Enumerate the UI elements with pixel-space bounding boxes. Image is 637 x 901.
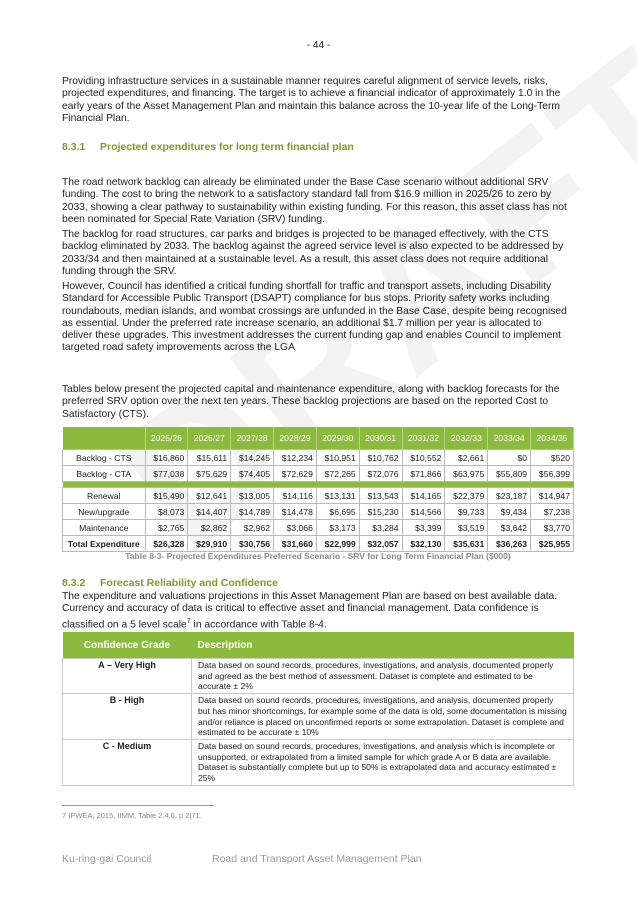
table-row — [63, 659, 574, 694]
table-cell: $7,238 — [531, 504, 574, 520]
table-cell: $0 — [488, 450, 531, 466]
table-cell: $14,165 — [402, 488, 445, 504]
table-row — [63, 739, 574, 785]
table-cell: $15,490 — [145, 488, 188, 504]
grade-description: Data based on sound records, procedures, investigations, and analysis, documented properly but has minor shortcomings, for example some of the data is old, some documentation is missing and/or reliance is placed on unconfirmed reports or some extrapolation. Dataset is complete and estimated to be accurate ± 10% — [192, 694, 574, 740]
table-cell: $63,975 — [445, 466, 488, 482]
table-row — [63, 488, 574, 504]
table-cell: $8,073 — [145, 504, 188, 520]
table-cell: $14,116 — [274, 488, 317, 504]
column-header-year: 2027/28 — [231, 427, 274, 450]
table-cell: $2,661 — [445, 450, 488, 466]
footnote-reference[interactable]: 7 — [186, 617, 191, 625]
row-label: Backlog - CTS — [63, 450, 146, 466]
footnote: 7 IPWEA, 2015, IIMM, Table 2.4.6, p 2|71. — [62, 811, 202, 820]
table-cell: $26,328 — [145, 536, 188, 552]
section-title: Projected expenditures for long term financial plan — [100, 141, 354, 153]
page-number: - 44 - — [306, 40, 331, 51]
column-header-year: 2031/32 — [402, 427, 445, 450]
table-cell: $55,809 — [488, 466, 531, 482]
table-cell: $30,756 — [231, 536, 274, 552]
table-cell: $72,629 — [274, 466, 317, 482]
paragraph-road-network: The road network backlog can already be eliminated under the Base Case scenario without additional SRV funding. The cost to bring the network to a satisfactory standard fall from $16.9 million in 2025/26 to zero by 2033, showing a clear pathway to sustainability within existing funding. For this reason, this asset class has not been nominated for Special Rate Variation (SRV) funding. — [62, 177, 567, 225]
table-row — [63, 466, 574, 482]
paragraph-road-structures: The backlog for road structures, car parks and bridges is projected to be managed effectively, with the CTS backlog eliminated by 2033. The backlog against the agreed service level is also expected to be addressed by 2033/34 and then maintained at a sustainable level. As a result, this asset class does not require additional funding through the SRV. — [62, 229, 564, 277]
table-row — [63, 536, 574, 552]
table-cell: $10,951 — [316, 450, 359, 466]
table-cell: $12,641 — [188, 488, 231, 504]
column-header-year: 2026/27 — [188, 427, 231, 450]
row-label: Renewal — [63, 488, 146, 504]
table-cell: $9,733 — [445, 504, 488, 520]
projected-expenditure-table — [62, 427, 574, 552]
column-header-description: Description — [192, 632, 574, 659]
table-cell: $29,910 — [188, 536, 231, 552]
table-cell: $2,765 — [145, 520, 188, 536]
table-cell: $14,245 — [231, 450, 274, 466]
column-header-year: 2030/31 — [359, 427, 402, 450]
table-row — [63, 520, 574, 536]
footer-council-name: Ku-ring-gai Council — [62, 853, 152, 865]
section-heading-8-3-2 — [62, 577, 278, 589]
table-cell: $16,860 — [145, 450, 188, 466]
table-cell: $75,629 — [188, 466, 231, 482]
table-cell: $15,611 — [188, 450, 231, 466]
table-cell: $3,284 — [359, 520, 402, 536]
table-cell: $77,038 — [145, 466, 188, 482]
column-header-blank — [63, 427, 146, 450]
column-header-grade: Confidence Grade — [63, 632, 192, 659]
table-cell: $23,187 — [488, 488, 531, 504]
confidence-grade: C - Medium — [63, 739, 192, 785]
table-cell: $22,379 — [445, 488, 488, 504]
confidence-grade-table — [62, 632, 574, 786]
table-caption: Table 8-3- Projected Expenditures Preferred Scenario - SRV for Long Term Financial Plan ($000) — [125, 551, 511, 561]
table-cell: $14,407 — [188, 504, 231, 520]
table-cell: $74,405 — [231, 466, 274, 482]
table-row — [63, 694, 574, 740]
footer-document-title: Road and Transport Asset Management Plan — [212, 853, 422, 865]
table-cell: $25,955 — [531, 536, 574, 552]
row-label: New/upgrade — [63, 504, 146, 520]
table-cell: $14,566 — [402, 504, 445, 520]
row-label: Maintenance — [63, 520, 146, 536]
column-header-year: 2028/29 — [274, 427, 317, 450]
paragraph-tables-intro: Tables below present the projected capital and maintenance expenditure, along with backlog forecasts for the preferred SRV option over the next ten years. These backlog projections are based on the reported Cost to Satisfactory (CTS). — [62, 384, 560, 420]
table-cell: $72,076 — [359, 466, 402, 482]
table-cell: $13,005 — [231, 488, 274, 504]
table-cell: $56,399 — [531, 466, 574, 482]
table-cell: $6,695 — [316, 504, 359, 520]
intro-paragraph: Providing infrastructure services in a sustainable manner requires careful alignment of service levels, risks, projected expenditures, and financing. The target is to achieve a financial indicator of approximately 1.0 in the early years of the Asset Management Plan and maintain this balance across the 10-year life of the Long-Term Financial Plan. — [62, 76, 561, 124]
table-cell: $9,434 — [488, 504, 531, 520]
table-header-row — [63, 632, 574, 659]
table-cell: $32,057 — [359, 536, 402, 552]
section-heading-8-3-1 — [62, 141, 354, 153]
column-header-year: 2032/33 — [445, 427, 488, 450]
table-row — [63, 504, 574, 520]
table-cell: $14,478 — [274, 504, 317, 520]
section-title: Forecast Reliability and Confidence — [100, 577, 278, 589]
paragraph-forecast-reliability — [62, 591, 574, 631]
table-cell: $2,962 — [231, 520, 274, 536]
table-cell: $71,866 — [402, 466, 445, 482]
footnote-divider — [62, 805, 214, 806]
section-number: 8.3.2 — [62, 577, 86, 589]
table-cell: $12,234 — [274, 450, 317, 466]
table-cell: $14,789 — [231, 504, 274, 520]
table-cell: $31,660 — [274, 536, 317, 552]
table-cell: $13,543 — [359, 488, 402, 504]
paragraph-text: The expenditure and valuations projections in this Asset Management Plan are based on best available data. Currency and accuracy of data is critical to effective asset and financial management. Data confidence is classified on a 5 level scale — [62, 591, 558, 631]
paragraph-text-end: in accordance with Table 8-4. — [190, 619, 327, 631]
column-header-year: 2033/34 — [488, 427, 531, 450]
table-cell: $520 — [531, 450, 574, 466]
table-row — [63, 450, 574, 466]
table-cell: $2,862 — [188, 520, 231, 536]
table-cell: $36,263 — [488, 536, 531, 552]
table-cell: $3,519 — [445, 520, 488, 536]
grade-description: Data based on sound records, procedures, investigations, and analysis which is incomplete or unsupported, or extrapolated from a limited sample for which grade A or B data are available. Dataset is substantially complete but up to 50% is extrapolated data and accuracy estimated ± 25% — [192, 739, 574, 785]
row-label: Total Expenditure — [63, 536, 146, 552]
table-cell: $10,552 — [402, 450, 445, 466]
table-cell: $3,770 — [531, 520, 574, 536]
table-cell: $72,265 — [316, 466, 359, 482]
table-cell: $3,399 — [402, 520, 445, 536]
table-cell: $32,130 — [402, 536, 445, 552]
column-header-year: 2025/26 — [145, 427, 188, 450]
grade-description: Data based on sound records, procedures, investigations, and analysis, documented properly and agreed as the best method of assessment. Dataset is complete and estimated to be accurate ± 2% — [192, 659, 574, 694]
table-cell: $3,642 — [488, 520, 531, 536]
table-cell: $35,631 — [445, 536, 488, 552]
table-cell: $15,230 — [359, 504, 402, 520]
section-number: 8.3.1 — [62, 141, 86, 153]
row-label: Backlog - CTA — [63, 466, 146, 482]
table-cell: $3,173 — [316, 520, 359, 536]
confidence-grade: A – Very High — [63, 659, 192, 694]
table-cell: $13,131 — [316, 488, 359, 504]
confidence-grade: B - High — [63, 694, 192, 740]
table-header-row — [63, 427, 574, 450]
table-cell: $3,066 — [274, 520, 317, 536]
table-cell: $22,999 — [316, 536, 359, 552]
table-cell: $10,762 — [359, 450, 402, 466]
table-cell: $14,947 — [531, 488, 574, 504]
column-header-year: 2029/30 — [316, 427, 359, 450]
column-header-year: 2034/35 — [531, 427, 574, 450]
paragraph-traffic-transport: However, Council has identified a critical funding shortfall for traffic and transport assets, including Disability Standard for Accessible Public Transport (DSAPT) compliance for bus stops. Priority safety works including roundabouts, median islands, and wombat crossings are unfunded in the Base Case, despite being recognised as essential. Under the preferred rate increase scenario, an additional $1.7 million per year is allocated to deliver these upgrades. This investment addresses the current funding gap and enables Council to implement targeted road safety improvements across the LGA — [62, 281, 567, 354]
